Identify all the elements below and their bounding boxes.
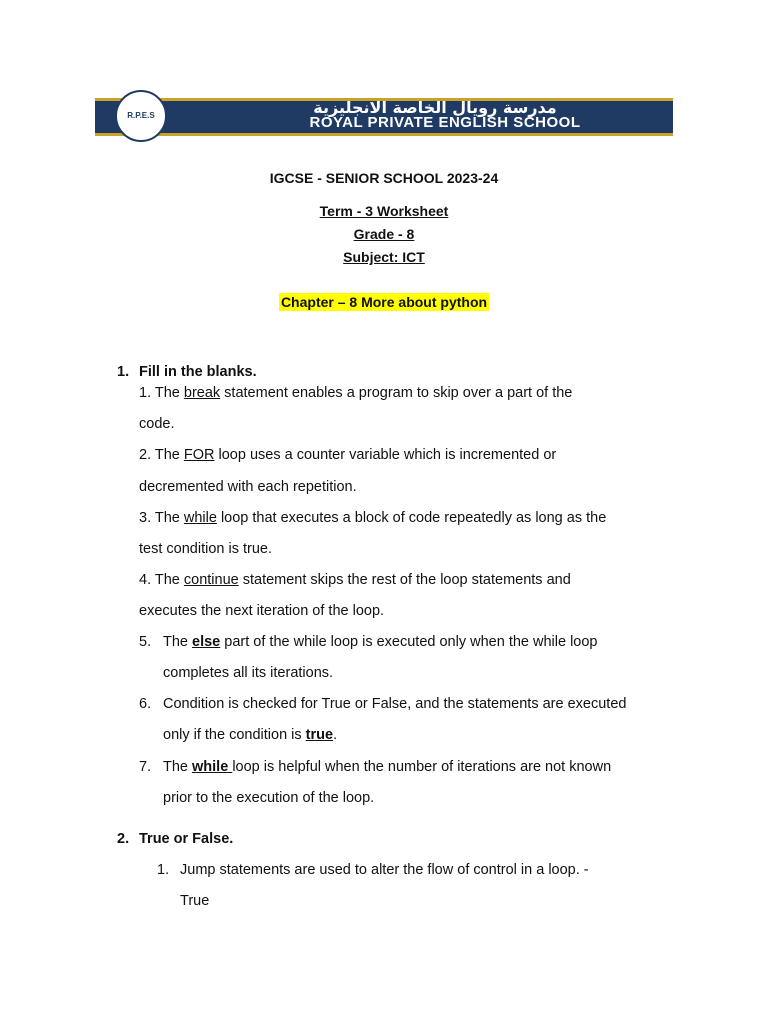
q1-number: 1. [117,364,130,380]
q1-item-3-text-b: loop that executes a block of code repeatedly as long as the [216,510,607,526]
q1-item-2-answer: FOR [183,447,215,463]
q1-item-1 [139,385,572,401]
q2-item-1: Jump statements are used to alter the flow of control in a loop. - [180,862,589,878]
chapter-title-row [0,294,768,310]
q1-item-6-cont [163,727,337,743]
q1-item-5 [163,634,597,650]
q1-item-5-cont: completes all its iterations. [163,665,334,681]
q1-item-1-answer: break [183,385,221,401]
q2-heading: True or False. [139,831,234,847]
q1-item-6-answer: true [305,727,334,743]
q1-item-6-number: 6. [139,696,152,712]
school-banner [95,98,673,136]
q1-heading: Fill in the blanks. [139,364,257,380]
q1-item-7-text-b: loop is helpful when the number of iterations are not known [232,759,612,775]
q1-item-4 [139,572,571,588]
q1-item-6: Condition is checked for True or False, and the statements are executed [163,696,627,712]
q1-item-3-answer: while [183,510,217,526]
q1-item-5-text-a: The [163,634,193,650]
q1-item-7-text-a: The [163,759,193,775]
worksheet-title: Term - 3 Worksheet [319,203,449,219]
q1-item-3 [139,510,606,526]
q1-item-2-cont: decremented with each repetition. [139,479,357,495]
grade-title: Grade - 8 [353,226,415,242]
logo-text: R.P.E.S [127,111,155,120]
q2-number: 2. [117,831,130,847]
q1-item-4-text-a: 4. The [139,572,184,588]
q1-item-5-number: 5. [139,634,152,650]
grade-title-row [0,226,768,242]
q1-item-5-text-b: part of the while loop is executed only when the while loop [220,634,598,650]
q1-item-7-cont: prior to the execution of the loop. [163,790,375,806]
q1-item-7-answer: while [192,759,233,775]
q1-item-7 [163,759,611,775]
q1-item-3-cont: test condition is true. [139,541,272,557]
q1-item-7-number: 7. [139,759,152,775]
school-name-arabic: مدرسة رويال الخاصة الانجليزية [313,98,557,117]
q1-item-3-text-a: 3. The [139,510,184,526]
q2-item-1-number: 1. [157,862,170,878]
chapter-title: Chapter – 8 More about python [280,294,488,310]
q1-item-1-text-b: statement enables a program to skip over a part of the [220,385,573,401]
q1-item-4-answer: continue [183,572,239,588]
q1-item-5-answer: else [192,634,221,650]
q1-item-2-text-a: 2. The [139,447,184,463]
q1-item-6-text-c: . [333,727,338,743]
school-logo [115,90,167,142]
q1-item-4-text-b: statement skips the rest of the loop statements and [238,572,571,588]
session-title: IGCSE - SENIOR SCHOOL 2023-24 [269,170,499,186]
school-name-english: ROYAL PRIVATE ENGLISH SCHOOL [309,114,581,131]
q1-item-1-text-a: 1. The [139,385,184,401]
q1-item-2 [139,447,556,463]
subject-title: Subject: ICT [343,249,425,265]
worksheet-title-row [0,203,768,219]
q1-item-4-cont: executes the next iteration of the loop. [139,603,385,619]
q1-item-6-text-b: only if the condition is [163,727,306,743]
q1-item-2-text-b: loop uses a counter variable which is incremented or [214,447,557,463]
q2-item-1-answer: True [180,893,210,909]
q1-item-1-cont: code. [139,416,175,432]
subject-title-row [0,249,768,265]
